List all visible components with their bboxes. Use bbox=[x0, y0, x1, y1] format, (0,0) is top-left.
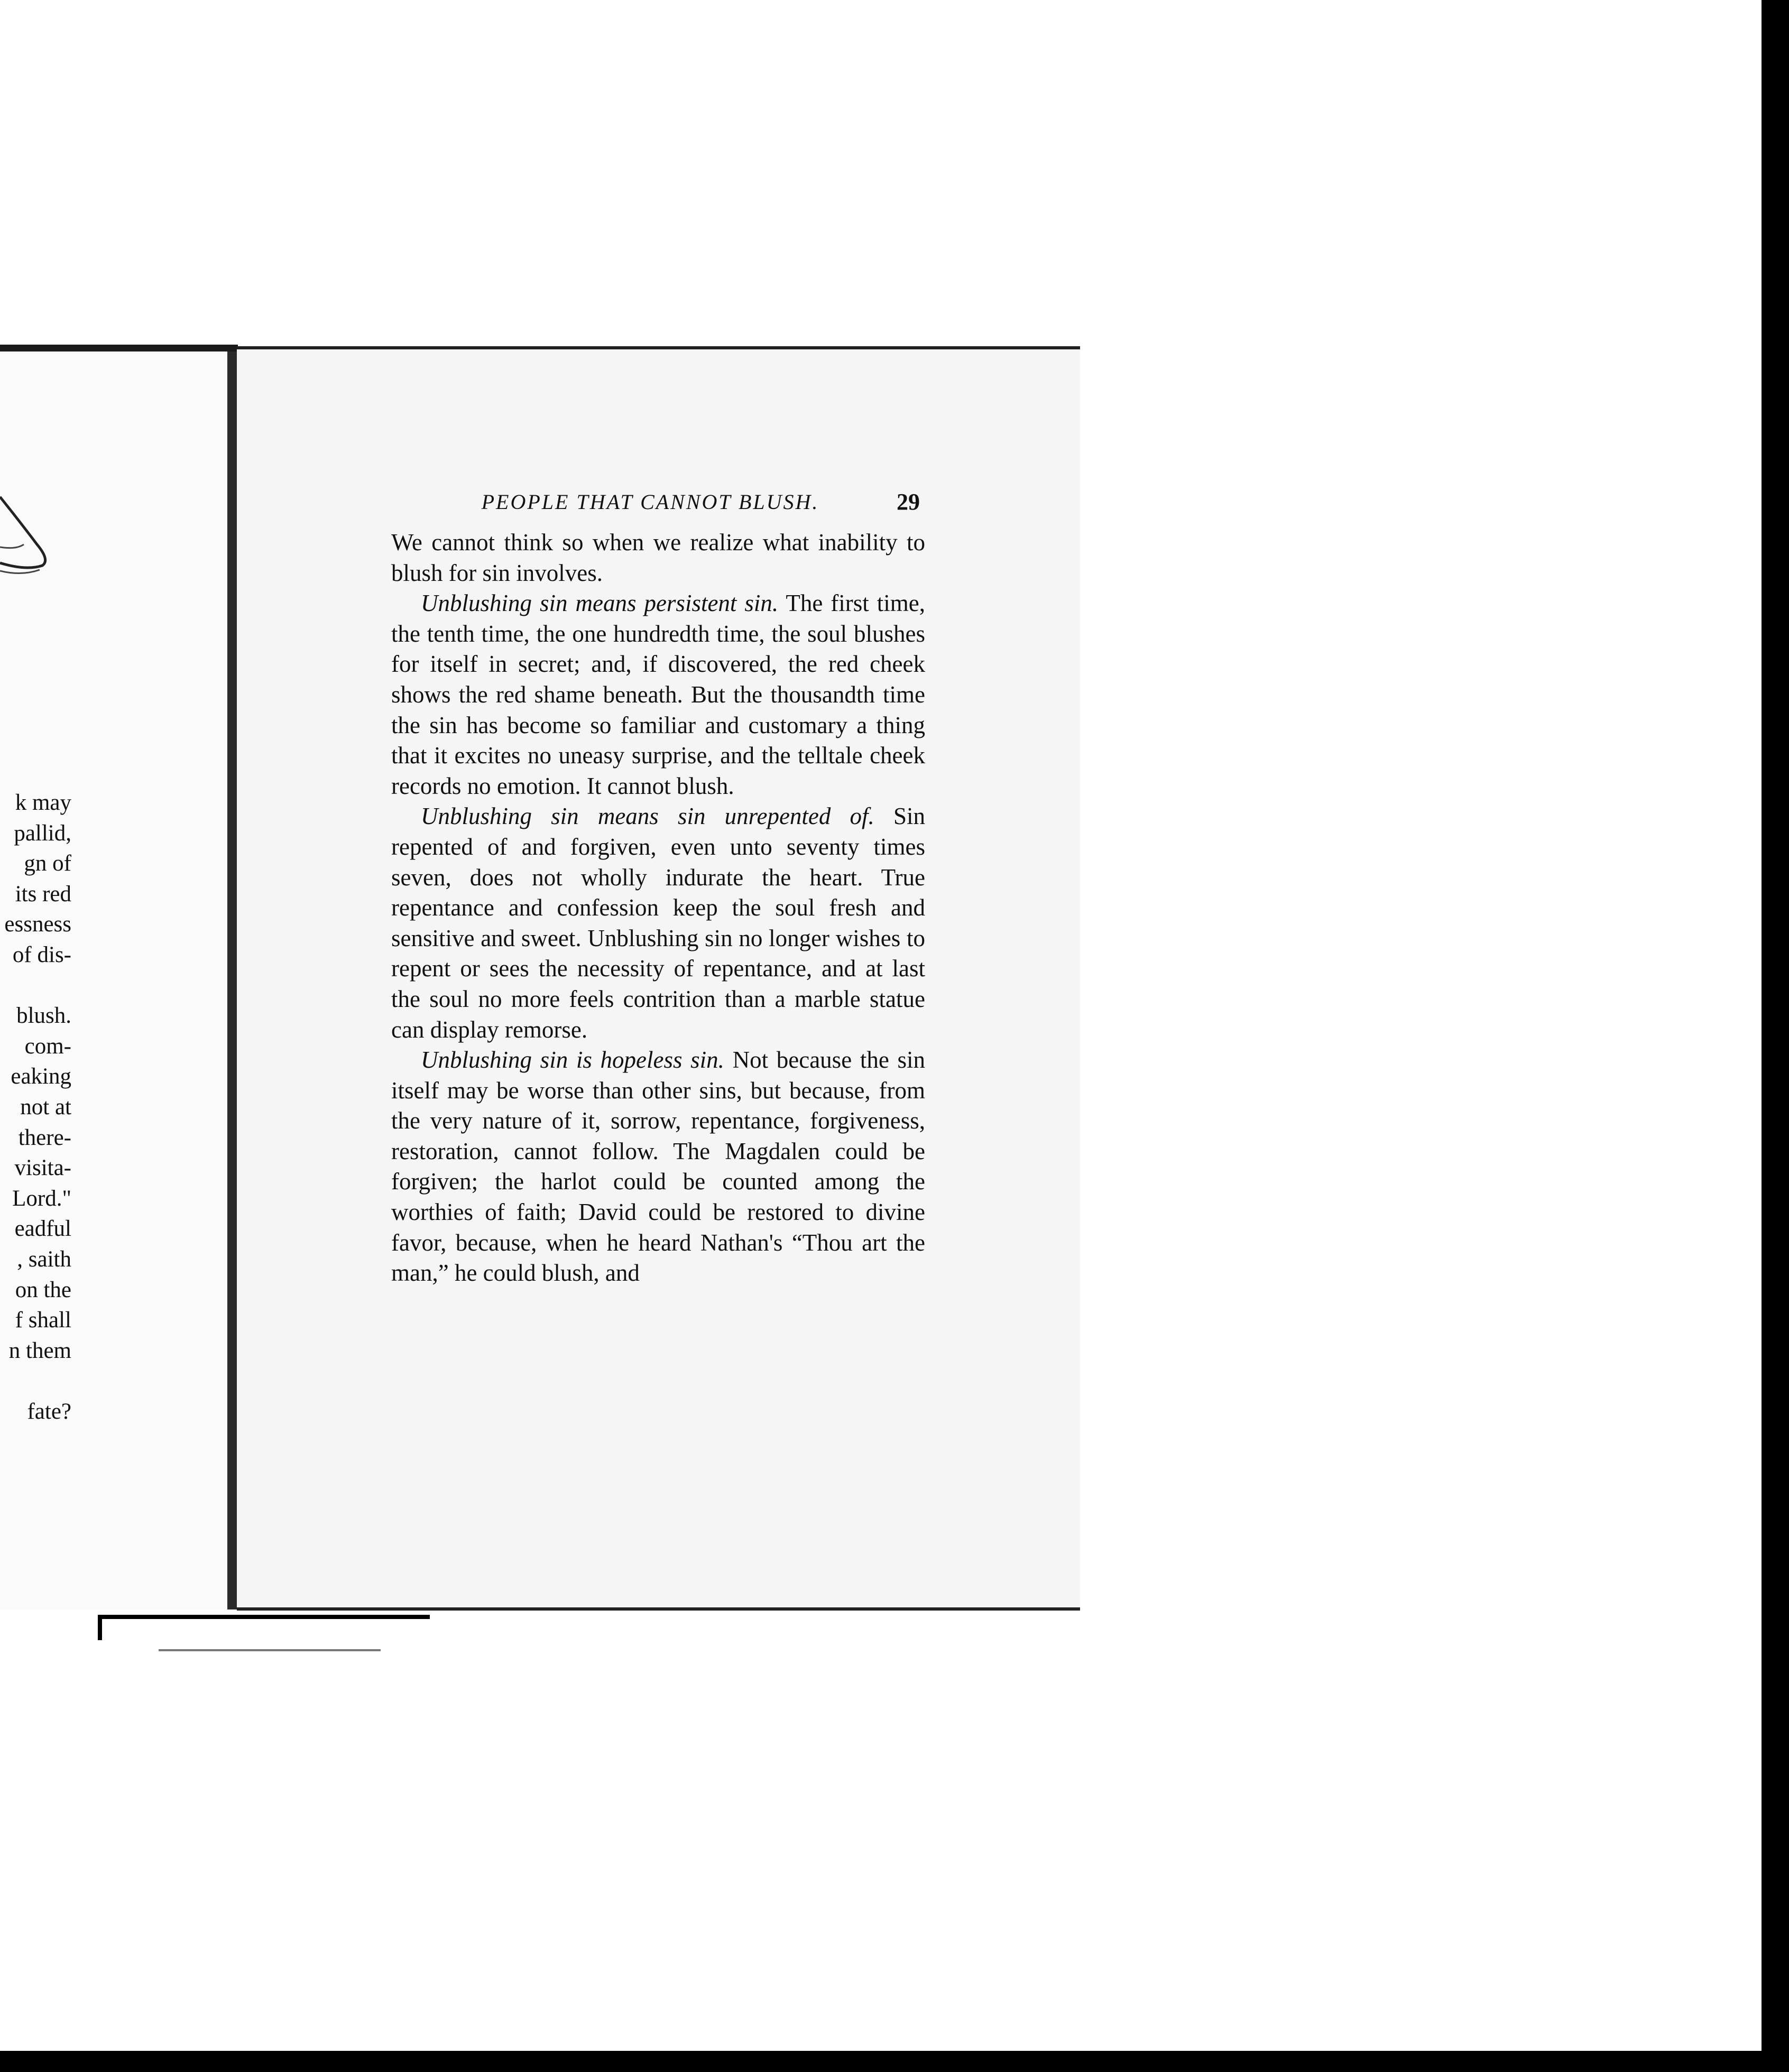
left-fragment: of dis- bbox=[12, 942, 71, 967]
left-fragment: its red bbox=[15, 881, 71, 906]
left-fragment: gn of bbox=[24, 851, 71, 876]
left-fragment: there- bbox=[18, 1125, 71, 1150]
paragraph-hopeless-sin bbox=[391, 1045, 925, 1289]
book-spine bbox=[227, 352, 237, 1610]
left-fragment: visita- bbox=[14, 1155, 71, 1181]
left-fragment: Lord." bbox=[12, 1186, 71, 1211]
left-fragment: eaking bbox=[11, 1064, 71, 1089]
left-fragment: on the bbox=[15, 1277, 71, 1302]
left-page-text-fragments bbox=[0, 788, 71, 1427]
left-fragment: k may bbox=[15, 790, 71, 815]
ornament-fragment-icon bbox=[0, 492, 58, 581]
paragraph-body: The first time, the tenth time, the one hundredth time, the soul blushes for itself in secret; and, if discovered, the red cheek shows the red shame beneath. But the thousandth time the sin has become so familiar and customary a thing that it excites no uneasy surprise, and the telltale cheek records no emotion. It cannot blush. bbox=[391, 590, 925, 799]
left-fragment: blush. bbox=[16, 1003, 71, 1029]
left-fragment-gap bbox=[0, 1366, 71, 1396]
left-fragment: eadful bbox=[14, 1216, 71, 1242]
paragraph-unrepented-sin bbox=[391, 801, 925, 1045]
running-head bbox=[471, 486, 920, 518]
page-edge-tab bbox=[98, 1615, 430, 1640]
paragraph-lead: Unblushing sin means persistent sin. bbox=[421, 590, 779, 617]
left-fragment: essness bbox=[4, 912, 71, 937]
left-fragment: com- bbox=[24, 1033, 71, 1059]
intro-paragraph: We cannot think so when we realize what inability to blush for sin involves. bbox=[391, 529, 925, 586]
paragraph-lead: Unblushing sin is hopeless sin. bbox=[421, 1047, 724, 1074]
page-number: 29 bbox=[897, 489, 920, 515]
paragraph-persistent-sin bbox=[391, 588, 925, 801]
body-text bbox=[391, 528, 925, 1289]
left-fragment: f shall bbox=[15, 1308, 71, 1333]
scan-border-bottom bbox=[0, 2051, 1789, 2072]
page-edge-line bbox=[159, 1649, 381, 1651]
left-fragment-gap bbox=[0, 970, 71, 1001]
paragraph-lead: Unblushing sin means sin unrepented of. bbox=[421, 803, 874, 830]
left-fragment: not at bbox=[20, 1094, 71, 1120]
left-fragment: n them bbox=[8, 1338, 71, 1363]
left-fragment: fate? bbox=[27, 1399, 71, 1424]
paragraph-body: Not because the sin itself may be worse than other sins, but because, from the very nature of it, sorrow, repentance, forgiveness, restoration, cannot follow. The Magdalen could be forgiven; the harlot could be counted among the worthies of faith; David could be restored to divine favor, because, when he heard Nathan's “Thou art the man,” he could blush, and bbox=[391, 1047, 925, 1287]
scan-border-right bbox=[1773, 0, 1789, 2072]
left-fragment: pallid, bbox=[14, 820, 71, 846]
running-title: PEOPLE THAT CANNOT BLUSH. bbox=[481, 490, 819, 514]
left-fragment: , saith bbox=[17, 1246, 71, 1272]
paragraph-body: Sin repented of and forgiven, even unto seventy times seven, does not wholly indurate the heart. True repentance and confession keep the soul fresh and sensitive and sweet. Unblushing sin no longer wishes to repent or sees the necessity of repentance, and at last the soul no more feels contrition than a marble statue can display remorse. bbox=[391, 803, 925, 1043]
scan-border-right-inner bbox=[1762, 0, 1773, 2072]
